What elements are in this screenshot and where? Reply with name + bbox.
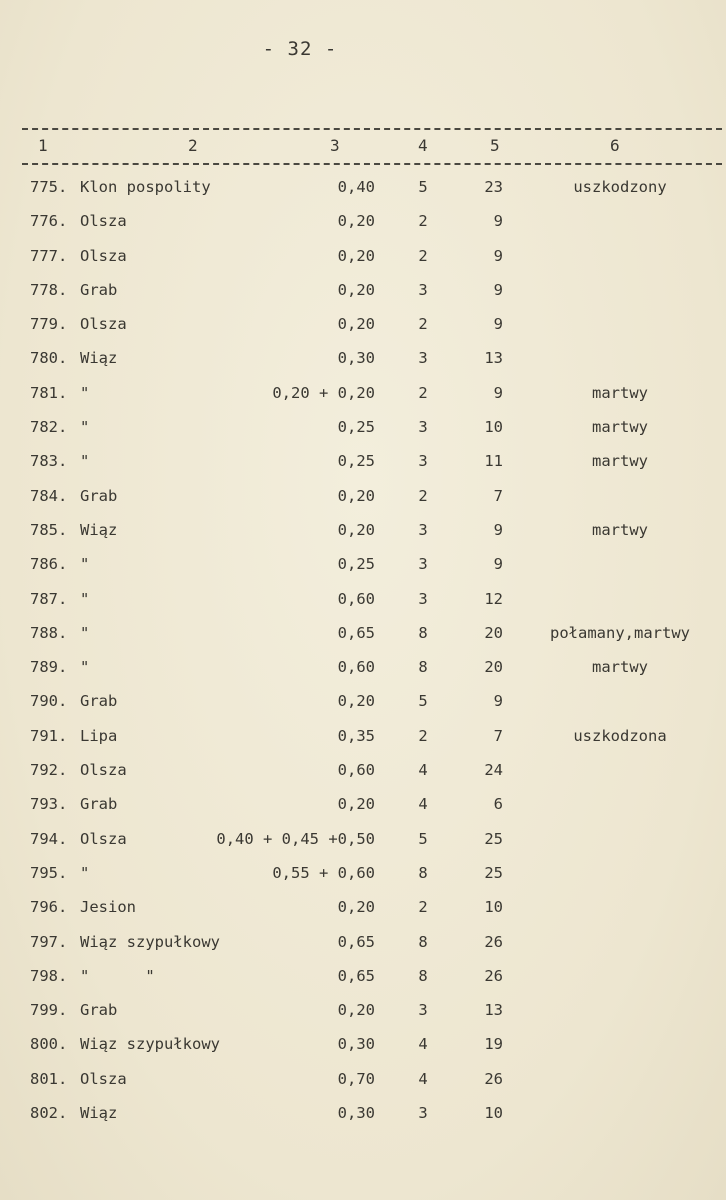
tree-species: Olsza: [80, 1069, 127, 1088]
table-row: [0, 721, 726, 755]
tree-age: 9: [493, 520, 503, 539]
row-number: 790.: [30, 692, 68, 711]
row-number: 781.: [30, 383, 68, 402]
row-number: 779.: [30, 315, 68, 334]
table-header-rule: [22, 163, 722, 165]
tree-remarks: martwy: [592, 520, 648, 539]
trunk-diameter: 0,65: [337, 623, 375, 642]
tree-species: Klon pospolity: [80, 178, 211, 196]
tree-species: Wiąz: [80, 349, 118, 368]
table-row: [0, 206, 726, 240]
row-number: 793.: [30, 795, 68, 814]
tree-species: Wiąz: [80, 520, 118, 539]
row-number: 778.: [30, 280, 68, 299]
tree-height: 5: [418, 178, 428, 196]
row-number: 797.: [30, 932, 68, 951]
tree-height: 3: [418, 589, 428, 608]
tree-age: 7: [493, 486, 503, 505]
trunk-diameter: 0,20 + 0,20: [272, 383, 375, 402]
table-row: [0, 275, 726, 309]
row-number: 801.: [30, 1069, 68, 1088]
table-row: [0, 1098, 726, 1132]
row-number: 795.: [30, 863, 68, 882]
tree-height: 4: [418, 761, 428, 780]
row-number: 796.: [30, 898, 68, 917]
tree-remarks: martwy: [592, 452, 648, 471]
trunk-diameter: 0,20: [337, 486, 375, 505]
tree-remarks: uszkodzona: [573, 726, 667, 745]
table-row: [0, 343, 726, 377]
tree-species: Grab: [80, 1001, 118, 1020]
tree-species: Olsza: [80, 315, 127, 334]
table-row: [0, 446, 726, 480]
trunk-diameter: 0,20: [337, 212, 375, 231]
tree-remarks: martwy: [592, 383, 648, 402]
tree-species: ": [80, 863, 90, 882]
row-number: 775.: [30, 178, 68, 196]
table-row: [0, 549, 726, 583]
row-number: 802.: [30, 1104, 68, 1123]
tree-remarks: martwy: [592, 418, 648, 437]
table-row: [0, 1029, 726, 1063]
table-row: [0, 515, 726, 549]
row-number: 788.: [30, 623, 68, 642]
tree-height: 3: [418, 1001, 428, 1020]
row-number: 776.: [30, 212, 68, 231]
tree-species: Lipa: [80, 726, 118, 745]
row-number: 798.: [30, 966, 68, 985]
trunk-diameter: 0,40 + 0,45 +0,50: [216, 829, 375, 848]
tree-age: 10: [484, 1104, 503, 1123]
column-header-2: 2: [188, 136, 198, 155]
trunk-diameter: 0,25: [337, 418, 375, 437]
row-number: 792.: [30, 761, 68, 780]
tree-age: 9: [493, 280, 503, 299]
tree-age: 9: [493, 692, 503, 711]
table-body: [0, 172, 726, 1132]
table-row: [0, 789, 726, 823]
tree-height: 3: [418, 452, 428, 471]
tree-age: 24: [484, 761, 503, 780]
tree-age: 26: [484, 966, 503, 985]
trunk-diameter: 0,65: [337, 966, 375, 985]
tree-species: Olsza: [80, 246, 127, 265]
table-top-rule: [22, 128, 722, 130]
table-row: [0, 481, 726, 515]
trunk-diameter: 0,40: [337, 178, 375, 196]
tree-age: 10: [484, 418, 503, 437]
tree-age: 25: [484, 863, 503, 882]
tree-height: 4: [418, 1069, 428, 1088]
trunk-diameter: 0,20: [337, 280, 375, 299]
trunk-diameter: 0,30: [337, 349, 375, 368]
trunk-diameter: 0,20: [337, 520, 375, 539]
tree-age: 9: [493, 246, 503, 265]
tree-age: 19: [484, 1035, 503, 1054]
tree-species: ": [80, 623, 90, 642]
table-row: [0, 241, 726, 275]
tree-remarks: uszkodzony: [573, 178, 667, 196]
tree-height: 2: [418, 486, 428, 505]
trunk-diameter: 0,70: [337, 1069, 375, 1088]
tree-height: 2: [418, 212, 428, 231]
tree-age: 20: [484, 658, 503, 677]
tree-height: 3: [418, 280, 428, 299]
tree-age: 9: [493, 555, 503, 574]
row-number: 785.: [30, 520, 68, 539]
column-header-1: 1: [38, 136, 48, 155]
tree-height: 3: [418, 349, 428, 368]
row-number: 791.: [30, 726, 68, 745]
tree-height: 3: [418, 418, 428, 437]
tree-species: Olsza: [80, 829, 127, 848]
tree-remarks: martwy: [592, 658, 648, 677]
tree-species: ": [80, 589, 90, 608]
table-row: [0, 961, 726, 995]
tree-age: 12: [484, 589, 503, 608]
table-row: [0, 584, 726, 618]
table-row: [0, 927, 726, 961]
row-number: 780.: [30, 349, 68, 368]
trunk-diameter: 0,60: [337, 658, 375, 677]
trunk-diameter: 0,20: [337, 246, 375, 265]
trunk-diameter: 0,20: [337, 1001, 375, 1020]
tree-height: 8: [418, 966, 428, 985]
tree-species: Olsza: [80, 212, 127, 231]
tree-age: 9: [493, 315, 503, 334]
trunk-diameter: 0,65: [337, 932, 375, 951]
trunk-diameter: 0,60: [337, 589, 375, 608]
trunk-diameter: 0,60: [337, 761, 375, 780]
tree-species: Olsza: [80, 761, 127, 780]
tree-height: 8: [418, 658, 428, 677]
tree-age: 13: [484, 349, 503, 368]
trunk-diameter: 0,30: [337, 1035, 375, 1054]
tree-age: 25: [484, 829, 503, 848]
tree-height: 5: [418, 692, 428, 711]
tree-age: 11: [484, 452, 503, 471]
trunk-diameter: 0,25: [337, 452, 375, 471]
table-row: [0, 892, 726, 926]
tree-species: Grab: [80, 280, 118, 299]
trunk-diameter: 0,30: [337, 1104, 375, 1123]
page-number: - 32 -: [262, 38, 338, 60]
tree-height: 3: [418, 555, 428, 574]
row-number: 799.: [30, 1001, 68, 1020]
column-header-5: 5: [490, 136, 500, 155]
table-row: [0, 858, 726, 892]
tree-height: 3: [418, 520, 428, 539]
table-row: [0, 309, 726, 343]
tree-age: 23: [484, 178, 503, 196]
table-row: [0, 995, 726, 1029]
trunk-diameter: 0,35: [337, 726, 375, 745]
tree-species: Jesion: [80, 898, 136, 917]
tree-height: 8: [418, 932, 428, 951]
row-number: 787.: [30, 589, 68, 608]
tree-height: 2: [418, 246, 428, 265]
tree-height: 8: [418, 623, 428, 642]
trunk-diameter: 0,20: [337, 692, 375, 711]
row-number: 789.: [30, 658, 68, 677]
row-number: 784.: [30, 486, 68, 505]
tree-species: Wiąz szypułkowy: [80, 1035, 220, 1054]
tree-height: 4: [418, 1035, 428, 1054]
tree-age: 26: [484, 932, 503, 951]
tree-height: 5: [418, 829, 428, 848]
tree-species: " ": [80, 966, 155, 985]
tree-species: ": [80, 452, 90, 471]
table-row: [0, 652, 726, 686]
table-row: [0, 412, 726, 446]
row-number: 800.: [30, 1035, 68, 1054]
tree-height: 2: [418, 383, 428, 402]
tree-age: 6: [493, 795, 503, 814]
tree-species: Wiąz szypułkowy: [80, 932, 220, 951]
tree-species: Grab: [80, 795, 118, 814]
row-number: 782.: [30, 418, 68, 437]
table-row: [0, 1064, 726, 1098]
tree-age: 9: [493, 383, 503, 402]
column-header-4: 4: [418, 136, 428, 155]
table-row: [0, 172, 726, 206]
trunk-diameter: 0,20: [337, 795, 375, 814]
table-row: [0, 755, 726, 789]
table-row: [0, 686, 726, 720]
tree-species: ": [80, 418, 90, 437]
tree-remarks: połamany,martwy: [550, 623, 690, 642]
row-number: 786.: [30, 555, 68, 574]
tree-age: 10: [484, 898, 503, 917]
tree-height: 2: [418, 315, 428, 334]
tree-species: ": [80, 383, 90, 402]
tree-height: 2: [418, 898, 428, 917]
tree-age: 26: [484, 1069, 503, 1088]
table-row: [0, 824, 726, 858]
tree-height: 3: [418, 1104, 428, 1123]
table-row: [0, 378, 726, 412]
tree-height: 8: [418, 863, 428, 882]
trunk-diameter: 0,20: [337, 898, 375, 917]
tree-species: ": [80, 555, 90, 574]
tree-species: Grab: [80, 486, 118, 505]
row-number: 777.: [30, 246, 68, 265]
tree-age: 13: [484, 1001, 503, 1020]
tree-height: 4: [418, 795, 428, 814]
tree-species: ": [80, 658, 90, 677]
tree-age: 20: [484, 623, 503, 642]
column-header-6: 6: [610, 136, 620, 155]
row-number: 794.: [30, 829, 68, 848]
column-header-3: 3: [330, 136, 340, 155]
trunk-diameter: 0,20: [337, 315, 375, 334]
trunk-diameter: 0,55 + 0,60: [272, 863, 375, 882]
tree-species: Grab: [80, 692, 118, 711]
tree-age: 9: [493, 212, 503, 231]
trunk-diameter: 0,25: [337, 555, 375, 574]
table-header: [0, 136, 726, 160]
table-row: [0, 618, 726, 652]
row-number: 783.: [30, 452, 68, 471]
tree-age: 7: [493, 726, 503, 745]
tree-height: 2: [418, 726, 428, 745]
tree-species: Wiąz: [80, 1104, 118, 1123]
